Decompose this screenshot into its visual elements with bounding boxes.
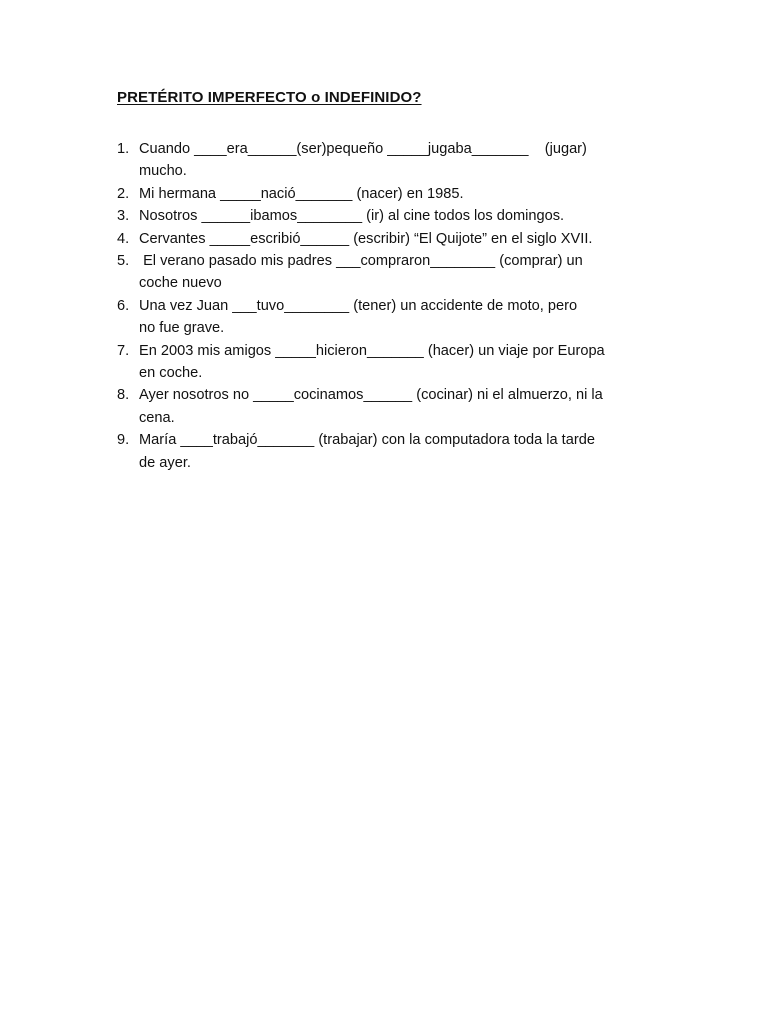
item-number: 8.	[117, 387, 130, 404]
item-number: 4.	[117, 230, 130, 247]
item-number: 9.	[117, 432, 130, 449]
item-text: Una vez Juan ___tuvo________ (tener) un accidente de moto, pero no fue grave.	[139, 297, 578, 337]
item-number: 2.	[117, 185, 130, 202]
item-text: Cervantes _____escribió______ (escribir) “El Quijote” en el siglo XVII.	[139, 230, 593, 247]
item-text: Nosotros ______ibamos________ (ir) al cine todos los domingos.	[139, 208, 565, 225]
list-item	[117, 429, 677, 474]
item-text: Ayer nosotros no _____cocinamos______ (cocinar) ni el almuerzo, ni la cena.	[139, 387, 603, 426]
item-text: En 2003 mis amigos _____hicieron_______ (hacer) un viaje por Europa en coche.	[139, 342, 605, 382]
list-item	[117, 340, 677, 385]
list-item	[117, 384, 677, 429]
item-text: El verano pasado mis padres ___compraron________ (comprar) un coche nuevo	[139, 253, 583, 292]
item-text: Cuando ____era______(ser)pequeño _____jugaba_______ (jugar) mucho.	[139, 141, 587, 180]
item-text: María ____trabajó_______ (trabajar) con la computadora toda la tarde de ayer.	[139, 432, 595, 471]
exercise-list	[117, 138, 677, 474]
item-number: 6.	[117, 297, 130, 314]
list-item	[117, 205, 677, 227]
list-item	[117, 183, 677, 205]
item-text: Mi hermana _____nació_______ (nacer) en 1985.	[139, 185, 464, 202]
item-number: 5.	[117, 253, 130, 270]
item-number: 3.	[117, 208, 130, 225]
item-number: 7.	[117, 342, 130, 359]
list-item	[117, 228, 677, 250]
list-item	[117, 295, 677, 340]
list-item	[117, 250, 677, 295]
list-item	[117, 138, 677, 183]
item-number: 1.	[117, 141, 130, 157]
page-title: PRETÉRITO IMPERFECTO o INDEFINIDO?	[117, 89, 422, 106]
